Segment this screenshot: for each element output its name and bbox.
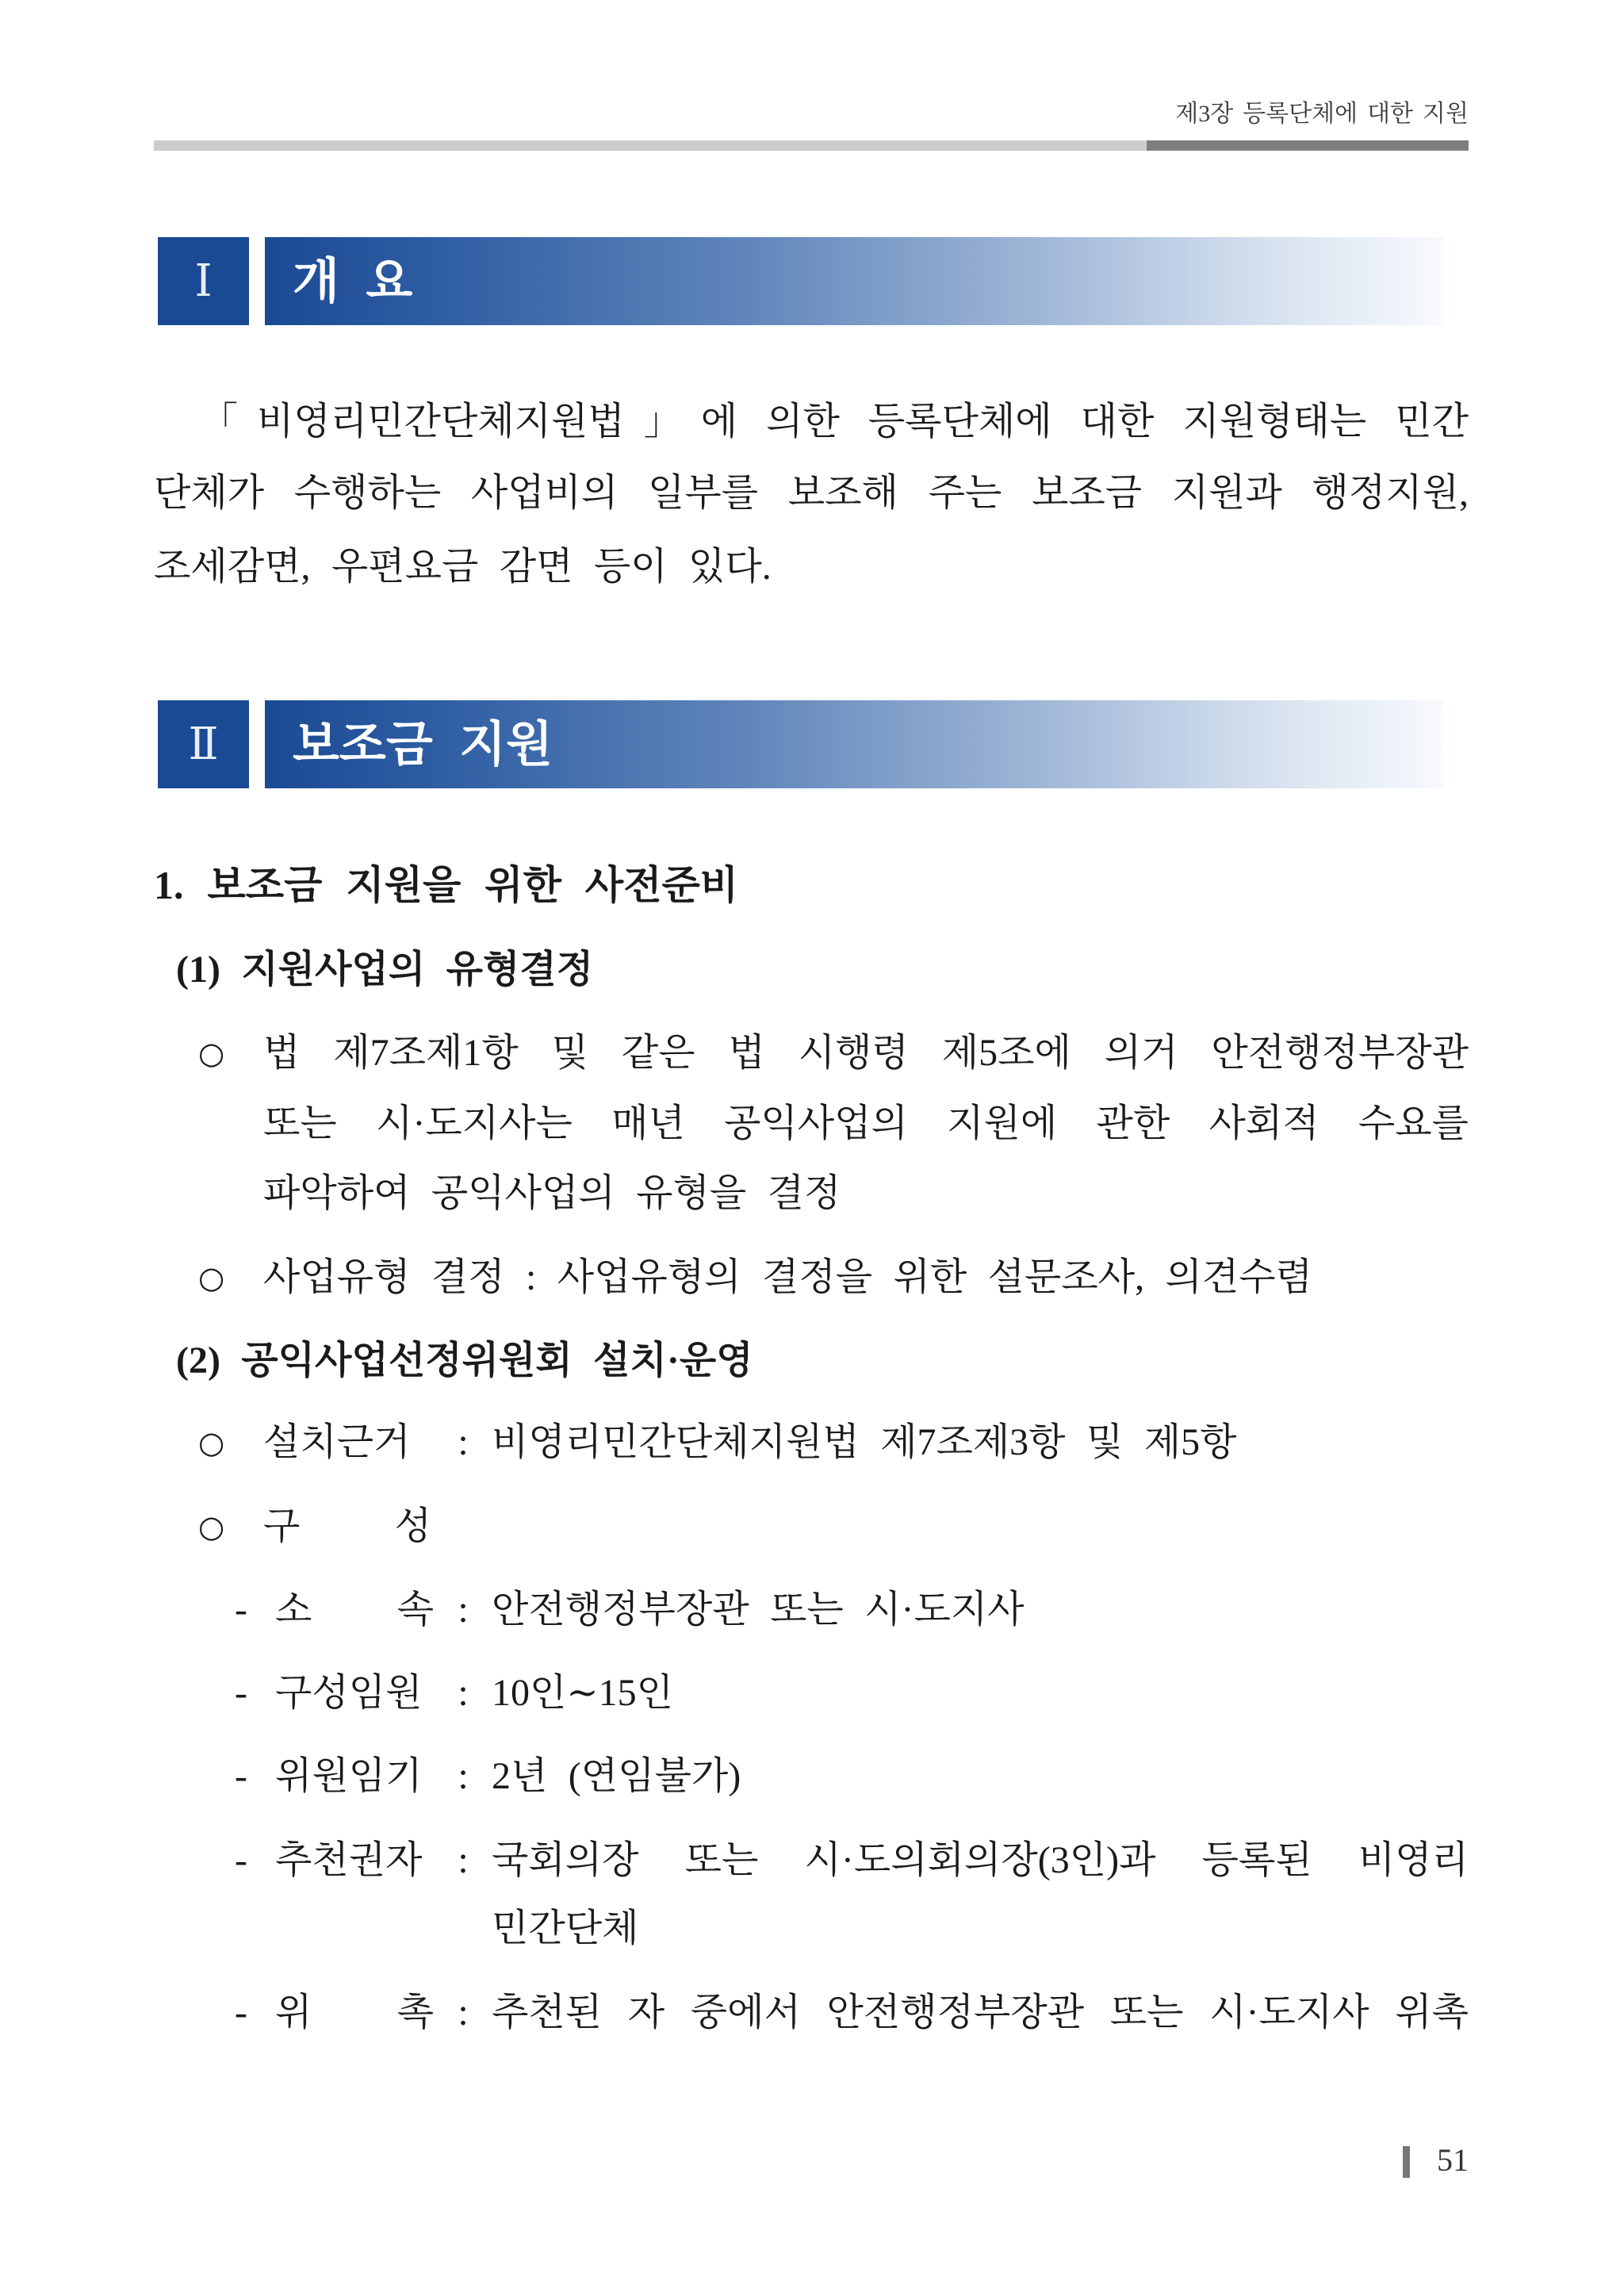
list-item-text: 또는 시·도지사는 매년 공익사업의 지원에 관한 사회적 수요를 [263, 1102, 1469, 1144]
section-title-bar [265, 700, 1443, 788]
part-heading-type-decision [0, 946, 1624, 994]
paragraph-line-text: 「비영리민간단체지원법」에 의한 등록단체에 대한 지원형태는 민간 [200, 401, 1469, 443]
list-item-line [0, 1254, 1624, 1301]
label-separator: : [458, 1755, 469, 1797]
detail-value: 추천된 자 중에서 안전행정부장관 또는 시·도지사 위촉 [492, 1991, 1469, 2033]
list-item-line [0, 1029, 1624, 1077]
composition-detail-appointment [0, 1989, 1624, 2037]
committee-composition-item [0, 1503, 1624, 1550]
list-item-text: 파악하여 공익사업의 유형을 결정 [263, 1172, 841, 1214]
dash-bullet: - [235, 1755, 247, 1797]
detail-label: 소 속 [275, 1589, 434, 1631]
label-separator: : [458, 1672, 469, 1714]
paragraph-line [0, 543, 1624, 591]
label-separator: : [458, 1839, 469, 1881]
circle-bullet-icon: ○ [198, 1260, 225, 1295]
detail-value: 안전행정부장관 또는 시·도지사 [492, 1589, 1025, 1631]
dash-bullet: - [235, 1589, 247, 1631]
detail-value: 10인∼15인 [492, 1672, 673, 1714]
detail-label: 구성임원 [275, 1672, 423, 1714]
header-rule-light [154, 140, 1147, 151]
list-item-line [0, 1100, 1624, 1148]
part-heading-committee [0, 1337, 1624, 1385]
item-label: 구 성 [263, 1505, 431, 1547]
detail-line [0, 1905, 1624, 1953]
section-numeral: Ⅰ [158, 237, 249, 325]
paragraph-line [0, 398, 1624, 446]
page-number: 51 [1437, 2142, 1469, 2178]
paragraph-line-text: 단체가 수행하는 사업비의 일부를 보조해 주는 보조금 지원과 행정지원, [154, 472, 1469, 514]
list-item-line [0, 1170, 1624, 1217]
part-heading-text: (1) 지원사업의 유형결정 [176, 949, 594, 991]
composition-detail-affiliation [0, 1586, 1624, 1634]
section-title-bar [265, 237, 1443, 325]
detail-value: 민간단체 [492, 1907, 639, 1949]
detail-value: 2년 (연임불가) [492, 1755, 741, 1797]
paragraph-line [0, 470, 1624, 517]
section-title: 개 요 [293, 253, 413, 309]
part-heading-text: (2) 공익사업선정위원회 설치·운영 [176, 1340, 753, 1382]
composition-detail-members [0, 1669, 1624, 1717]
section-title: 보조금 지원 [293, 716, 553, 772]
list-item-text: 법 제7조제1항 및 같은 법 시행령 제5조에 의거 안전행정부장관 [263, 1032, 1469, 1074]
item-label: 설치근거 [263, 1421, 411, 1463]
subsection-heading-text: 1. 보조금 지원을 위한 사전준비 [154, 863, 739, 907]
detail-value: 국회의장 또는 시·도의회의장(3인)과 등록된 비영리 [492, 1839, 1469, 1881]
detail-label: 위 촉 [275, 1991, 434, 2033]
detail-label: 위원임기 [275, 1755, 423, 1797]
subsection-heading [0, 861, 1624, 909]
label-separator: : [458, 1991, 469, 2033]
detail-line [0, 1837, 1624, 1884]
committee-basis-item [0, 1419, 1624, 1466]
composition-detail-term [0, 1753, 1624, 1800]
section-numeral: Ⅱ [158, 700, 249, 788]
dash-bullet: - [235, 1672, 247, 1714]
paragraph-line-text: 조세감면, 우편요금 감면 등이 있다. [154, 546, 772, 588]
running-header-title: 제3장 등록단체에 대한 지원 [1175, 101, 1469, 127]
label-separator: : [458, 1421, 469, 1463]
detail-label: 추천권자 [275, 1839, 423, 1881]
dash-bullet: - [235, 1991, 247, 2033]
circle-bullet-icon: ○ [198, 1036, 225, 1071]
circle-bullet-icon: ○ [198, 1425, 225, 1460]
item-value: 비영리민간단체지원법 제7조제3항 및 제5항 [492, 1421, 1237, 1463]
page-number-bar [1403, 2146, 1410, 2178]
label-separator: : [458, 1589, 469, 1631]
header-rule-dark [1147, 140, 1469, 151]
dash-bullet: - [235, 1839, 247, 1881]
list-item-text: 사업유형 결정 : 사업유형의 결정을 위한 설문조사, 의견수렴 [263, 1256, 1312, 1298]
circle-bullet-icon: ○ [198, 1509, 225, 1544]
